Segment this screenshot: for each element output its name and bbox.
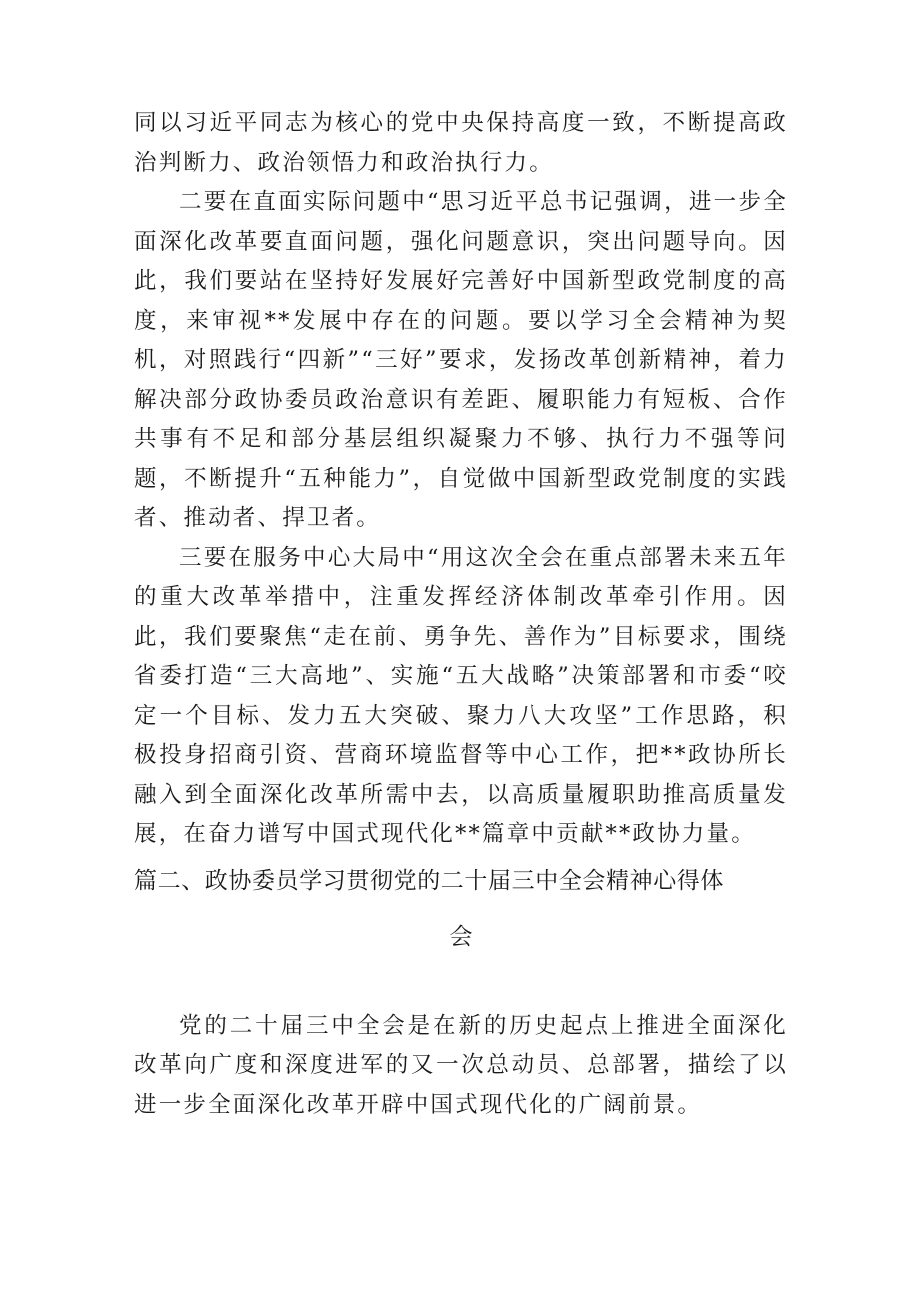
paragraph-continuation: 同以习近平同志为核心的党中央保持高度一致，不断提高政治判断力、政治领悟力和政治执行力。: [134, 110, 788, 176]
paragraph-point-two: 二要在直面实际问题中“思习近平总书记强调，进一步全面深化改革要直面问题，强化问题意识，突出问题导向。因此，我们要站在坚持好发展好完善好中国新型政党制度的高度，来审视**发展中存在的问题。要以学习全会精神为契机，对照践行“四新”“三好”要求，发扬改革创新精神，着力解决部分政协委员政治意识有差距、履职能力有短板、合作共事有不足和部分基层组织凝聚力不够、执行力不强等问题，不断提升“五种能力”，自觉做中国新型政党制度的实践者、推动者、捍卫者。: [134, 189, 788, 531]
section-title: 篇二、政协委员学习贯彻党的二十届三中全会精神心得体: [134, 867, 724, 894]
section-title-continuation: 会: [449, 923, 473, 950]
document-page: [134, 104, 788, 1125]
paragraph-intro: 党的二十届三中全会是在新的历史起点上推进全面深化改革向广度和深度进军的又一次总动员、总部署，描绘了以进一步全面深化改革开辟中国式现代化的广阔前景。: [134, 1012, 788, 1118]
paragraph-point-three: 三要在服务中心大局中“用这次全会在重点部署未来五年的重大改革举措中，注重发挥经济体制改革牵引作用。因此，我们要聚焦“走在前、勇争先、善作为”目标要求，围绕省委打造“三大高地”、实施“五大战略”决策部署和市委“咬定一个目标、发力五大突破、聚力八大攻坚”工作思路，积极投身招商引资、营商环境监督等中心工作，把**政协所长融入到全面深化改革所需中去，以高质量履职助推高质量发展，在奋力谱写中国式现代化**篇章中贡献**政协力量。: [134, 544, 788, 847]
